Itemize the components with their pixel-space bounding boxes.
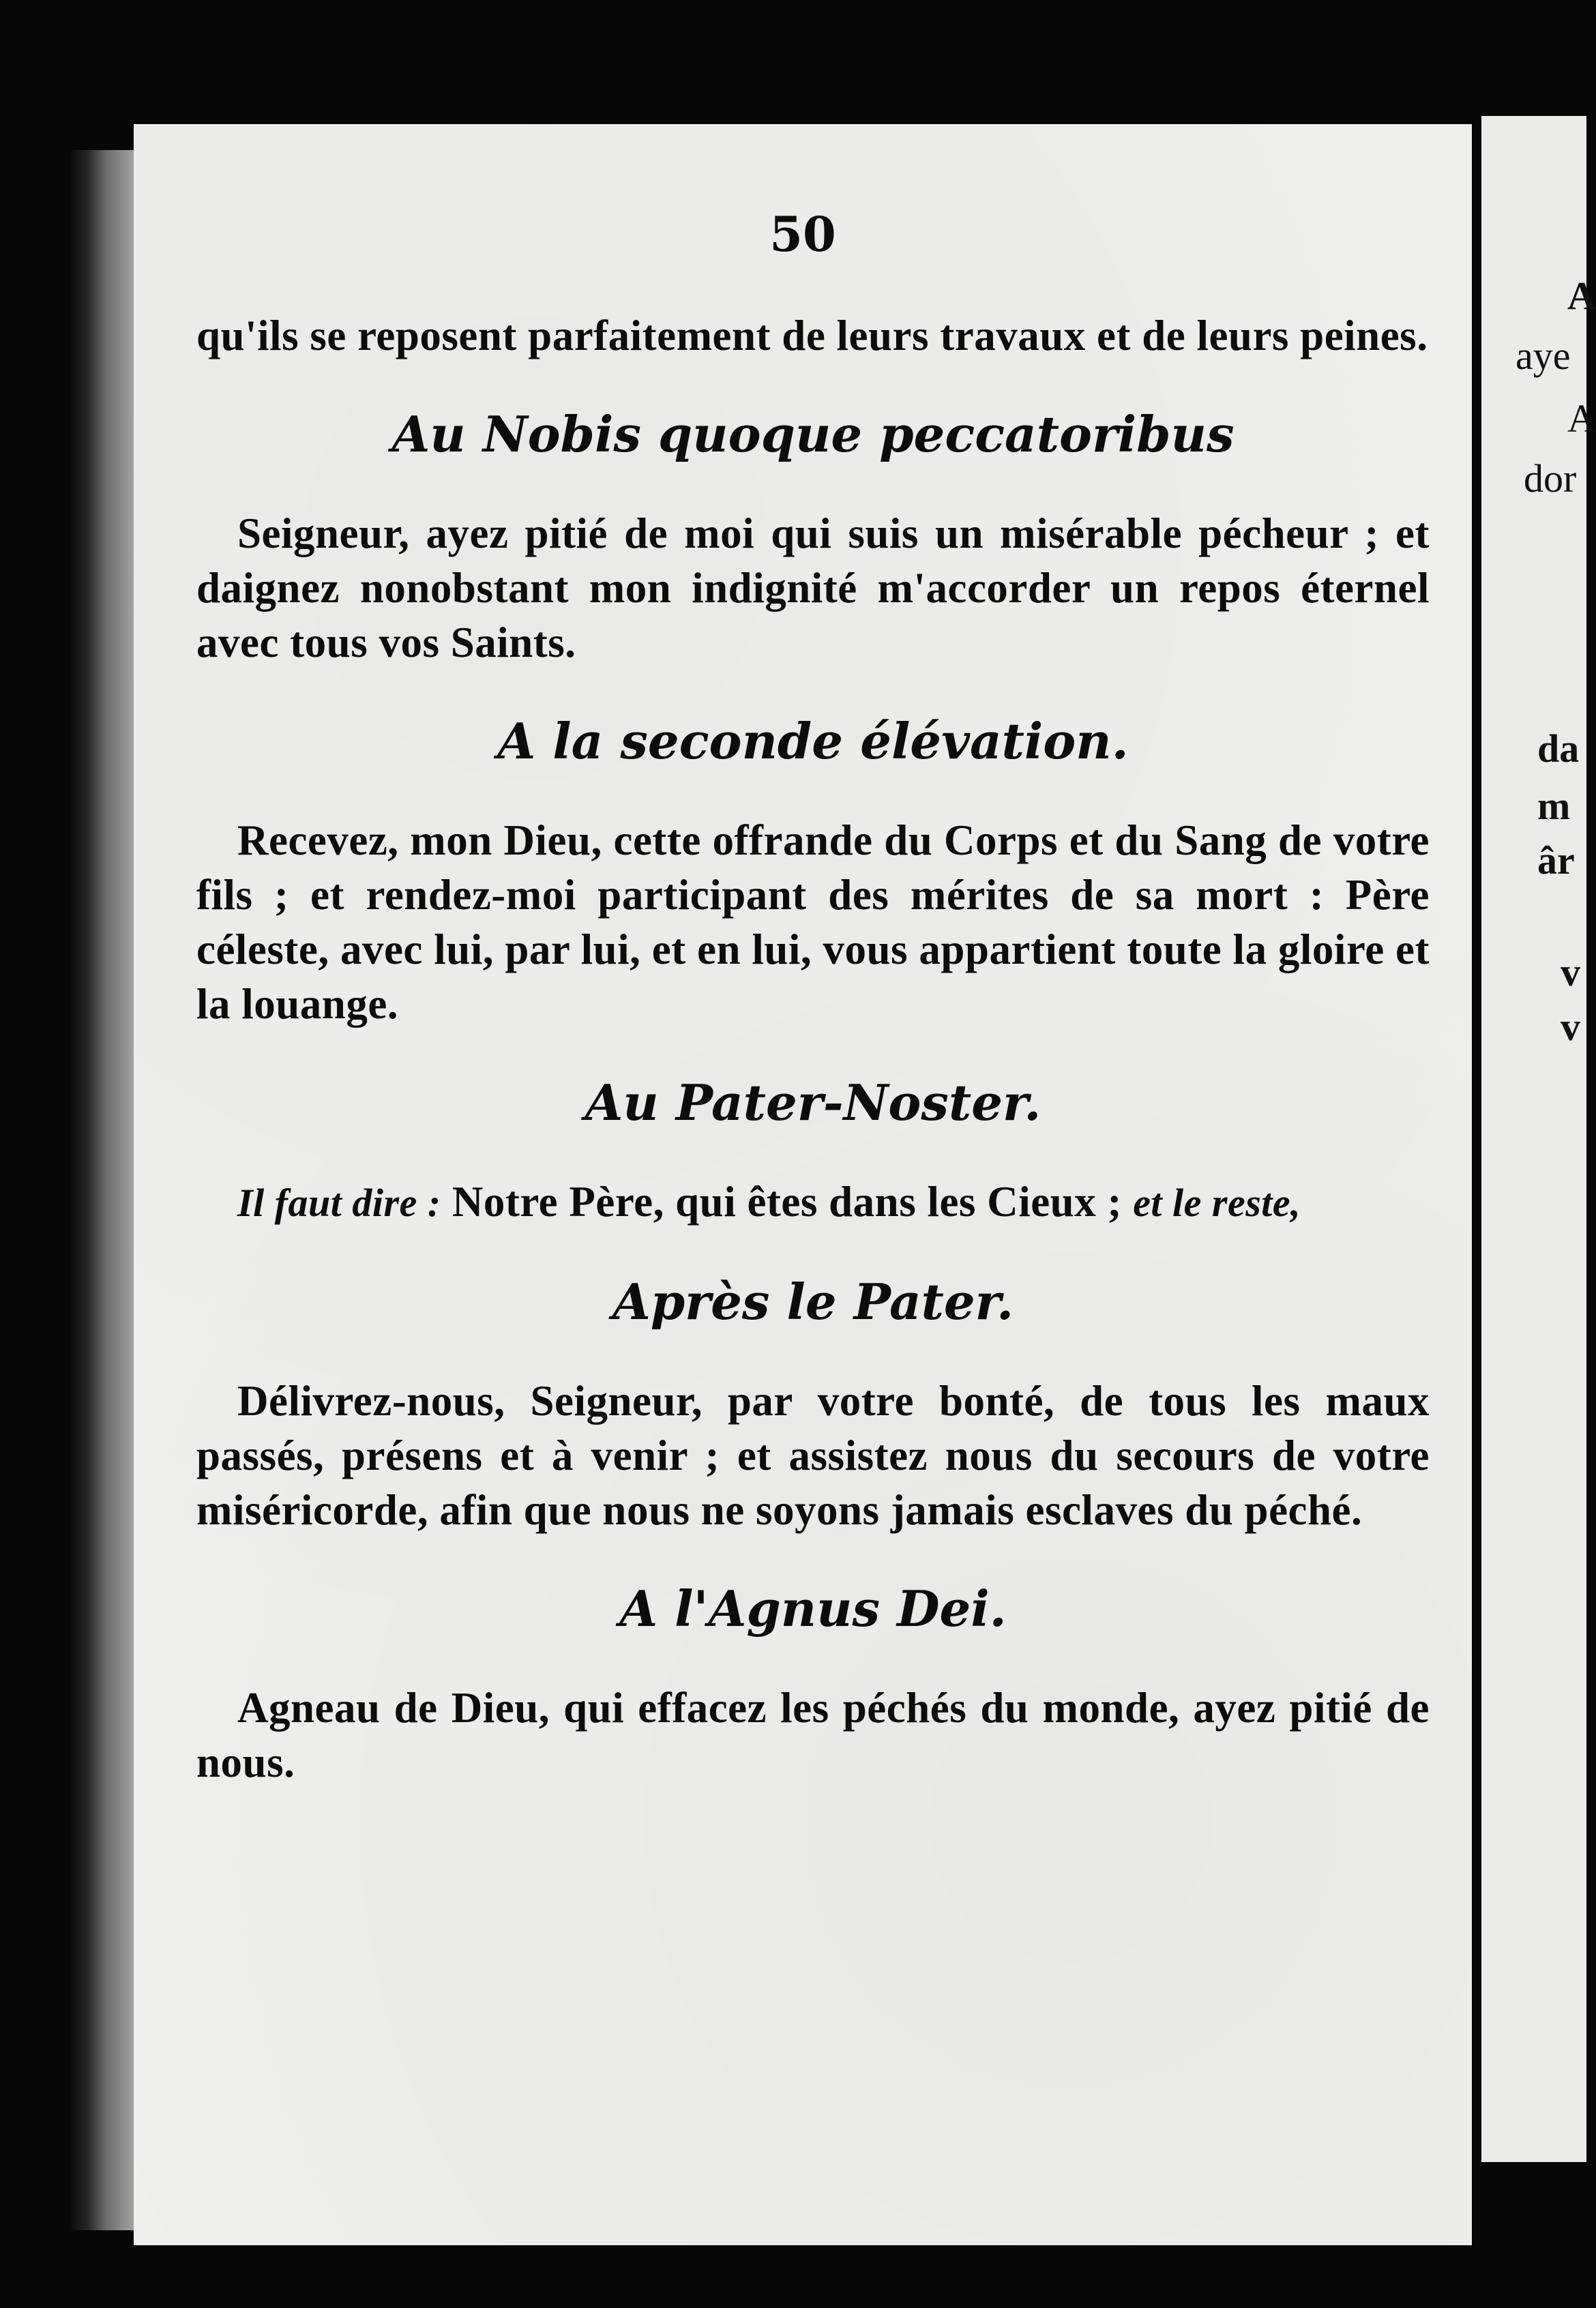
section-heading-agnus-dei: A l'Agnus Dei. — [619, 1580, 1007, 1638]
book-page-right-edge — [1481, 116, 1596, 2162]
facing-fragment: v — [1561, 1005, 1580, 1049]
section-heading-pater-noster: Au Pater-Noster. — [585, 1074, 1041, 1131]
continued-paragraph: qu'ils se reposent parfaitement de leurs travaux et de leurs peines. — [196, 312, 1428, 359]
prayer-text: Notre Père, qui êtes dans les Cieux ; — [452, 1178, 1122, 1226]
facing-fragment: A — [1567, 273, 1596, 318]
section-text-nobis: Seigneur, ayez pitié de moi qui suis un misérable pécheur ; et daignez nonobstant mon indignité m'accorder un repos éternel avec tous vos Saints. — [196, 509, 1430, 666]
section-text-apres-pater: Délivrez-nous, Seigneur, par votre bonté, de tous les maux passés, présens et à venir ; et assistez nous du secours de votre miséricorde, afin que nous ne soyons jamais esclaves du péché. — [196, 1377, 1430, 1534]
instruction-text: Il faut dire : — [237, 1181, 441, 1225]
section-heading-seconde-elevation: A la seconde élévation. — [497, 712, 1129, 770]
section-text-pater-noster — [196, 1174, 1430, 1230]
facing-fragment: v — [1561, 950, 1580, 994]
section-text-agnus-dei: Agneau de Dieu, qui effacez les péchés du monde, ayez pitié de nous. — [196, 1684, 1430, 1786]
section-text-seconde-elevation: Recevez, mon Dieu, cette offrande du Corps et du Sang de votre fils ; et rendez-moi participant des mérites de sa mort : Père céleste, avec lui, par lui, et en lui, vous appartient toute la gloire et la louange. — [196, 816, 1430, 1028]
facing-fragment: âr — [1537, 838, 1575, 883]
page-content — [196, 308, 1430, 1831]
book-page-left — [134, 124, 1472, 2245]
facing-fragment: m — [1537, 784, 1571, 828]
facing-fragment: da — [1537, 726, 1580, 771]
facing-fragment: aye — [1516, 334, 1571, 378]
page-number: 50 — [769, 206, 836, 263]
facing-fragment: A — [1567, 396, 1596, 441]
instruction-end-text: et le reste, — [1133, 1181, 1301, 1225]
book-spine-shadow — [68, 150, 136, 2230]
facing-fragment: dor — [1524, 456, 1577, 501]
section-heading-apres-pater: Après le Pater. — [612, 1273, 1014, 1331]
section-heading-nobis: Au Nobis quoque peccatoribus — [391, 405, 1235, 463]
